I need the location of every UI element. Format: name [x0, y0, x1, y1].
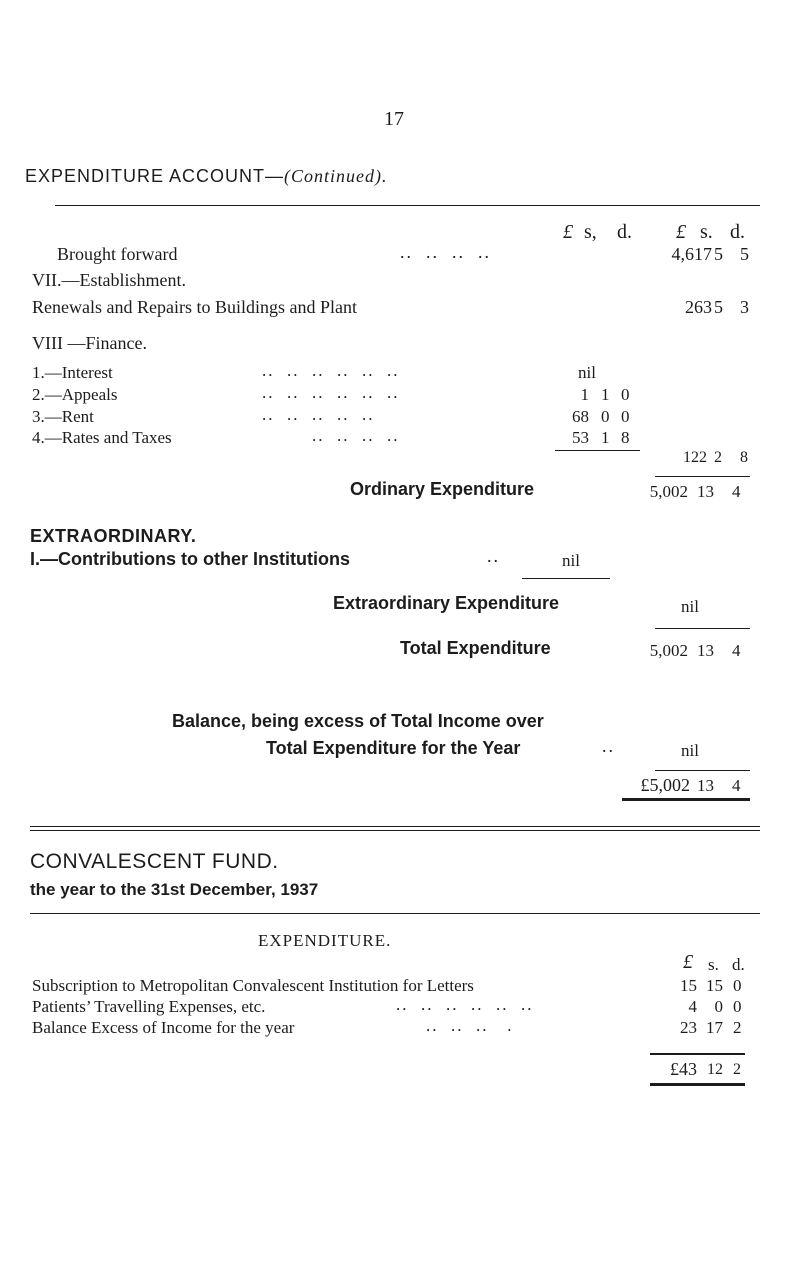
finance-total-pence: 8 — [740, 449, 748, 466]
leader-dots: .. .. .. .. — [312, 426, 400, 445]
leader-dots: .. .. .. .. .. — [262, 405, 375, 424]
convalescent-item-pounds: 4 — [688, 997, 697, 1016]
leader-dots: .. .. .. .. .. .. — [262, 383, 400, 402]
convalescent-item-pence: 0 — [733, 976, 742, 995]
convalescent-item-label: Subscription to Metropolitan Convalescent Institution for Letters — [32, 976, 474, 995]
col1-pounds-header: £ — [563, 221, 573, 243]
brought-forward-shillings: 5 — [714, 244, 723, 264]
ordinary-expenditure-shillings: 13 — [697, 482, 714, 501]
page-title-main: EXPENDITURE ACCOUNT— — [25, 166, 285, 186]
convalescent-item-pence: 2 — [733, 1018, 742, 1037]
total-rule — [655, 770, 750, 771]
section-vii-shillings: 5 — [714, 297, 723, 317]
col2-pounds-header: £ — [676, 221, 686, 243]
finance-item-pence: 0 — [621, 407, 630, 426]
header-rule — [55, 205, 760, 206]
extraordinary-total-value: nil — [681, 597, 699, 616]
convalescent-double-rule — [650, 1083, 745, 1086]
finance-item-label: 1.—Interest — [32, 363, 113, 382]
leader-dots: .. .. .. .. — [400, 242, 491, 262]
ordinary-expenditure-pence: 4 — [732, 482, 741, 501]
section-divider — [30, 830, 760, 831]
total-expenditure-pence: 4 — [732, 641, 741, 660]
finance-item-pounds: 53 — [572, 428, 589, 447]
finance-item-pounds: 68 — [572, 407, 589, 426]
leader-dots: .. — [487, 546, 500, 566]
balance-value: nil — [681, 741, 699, 760]
section-vii-heading — [32, 270, 186, 291]
extraordinary-rule — [522, 578, 610, 579]
total-expenditure-label: Total Expenditure — [400, 638, 551, 658]
finance-item-pence: 8 — [621, 428, 630, 447]
extraordinary-item-value: nil — [562, 551, 580, 570]
subtotal-rule — [555, 450, 640, 451]
finance-item-pounds: nil — [578, 363, 596, 382]
total-rule — [655, 476, 750, 477]
section-vii-pence: 3 — [740, 297, 749, 317]
convalescent-item-pounds: 15 — [680, 976, 697, 995]
finance-item-pence: 0 — [621, 385, 630, 404]
conv-pence-header: d. — [732, 955, 745, 974]
leader-dots: .. — [602, 736, 615, 756]
convalescent-item-shillings: 15 — [706, 976, 723, 995]
leader-dots: .. .. .. .. .. .. — [262, 361, 400, 380]
col2-shillings-header: s. — [700, 221, 713, 243]
convalescent-item-pounds: 23 — [680, 1018, 697, 1037]
extraordinary-total-label: Extraordinary Expenditure — [333, 593, 560, 613]
finance-item-label: 2.—Appeals — [32, 385, 118, 404]
section-vii-heading-text: VII.—Establishment. — [32, 270, 186, 290]
finance-item-label: 4.—Rates and Taxes — [32, 428, 172, 447]
conv-pounds-header: £ — [683, 951, 693, 973]
ordinary-expenditure-pounds: 5,002 — [649, 482, 688, 501]
page-title-suffix: (Continued). — [284, 166, 388, 186]
finance-item-pounds: 1 — [580, 385, 589, 404]
extraordinary-item-label: I.—Contributions to other Institutions — [30, 549, 350, 569]
convalescent-expenditure-heading: EXPENDITURE. — [258, 931, 392, 950]
brought-forward-pounds: 4,617 — [671, 244, 712, 264]
col1-pence-header: d. — [617, 221, 632, 243]
extraordinary-heading: EXTRAORDINARY. — [30, 526, 197, 546]
finance-item-shillings: 1 — [601, 385, 610, 404]
convalescent-item-label: Patients’ Travelling Expenses, etc. — [32, 997, 266, 1016]
finance-total-pounds: 122 — [683, 449, 707, 466]
convalescent-total-pence: 2 — [733, 1061, 741, 1078]
balance-label-line2: Total Expenditure for the Year — [266, 738, 521, 758]
page-number: 17 — [384, 108, 404, 130]
brought-forward-label: Brought forward — [57, 244, 178, 264]
convalescent-title: CONVALESCENT FUND. — [30, 850, 279, 873]
convalescent-item-shillings: 17 — [706, 1018, 723, 1037]
section-viii-heading: VIII —Finance. — [32, 333, 147, 353]
section-vii-line-label: Renewals and Repairs to Buildings and Plant — [32, 297, 357, 317]
convalescent-total-rule — [650, 1053, 745, 1055]
grand-total-shillings: 13 — [697, 776, 714, 795]
convalescent-total-pounds: £43 — [670, 1059, 697, 1079]
finance-item-label: 3.—Rent — [32, 407, 94, 426]
convalescent-rule — [30, 913, 760, 914]
ordinary-expenditure-label: Ordinary Expenditure — [350, 479, 535, 499]
finance-item-shillings: 0 — [601, 407, 610, 426]
leader-dots: .. .. .. .. .. .. — [396, 995, 534, 1014]
finance-item-shillings: 1 — [601, 428, 610, 447]
finance-total-shillings: 2 — [714, 449, 722, 466]
conv-shillings-header: s. — [708, 955, 719, 974]
total-expenditure-pounds: 5,002 — [649, 641, 688, 660]
grand-total-pounds: £5,002 — [640, 775, 690, 795]
page-title — [25, 166, 388, 187]
grand-total-pence: 4 — [732, 776, 741, 795]
leader-dots: .. .. .. . — [426, 1016, 514, 1035]
convalescent-item-shillings: 0 — [714, 997, 723, 1016]
total-expenditure-shillings: 13 — [697, 641, 714, 660]
brought-forward-pence: 5 — [740, 244, 749, 264]
section-vii-pounds: 263 — [685, 297, 712, 317]
double-rule — [622, 798, 750, 801]
section-divider — [30, 826, 760, 827]
col1-shillings-header: s, — [584, 221, 597, 243]
col2-pence-header: d. — [730, 221, 745, 243]
convalescent-subtitle: the year to the 31st December, 1937 — [30, 880, 319, 899]
convalescent-item-pence: 0 — [733, 997, 742, 1016]
balance-label-line1: Balance, being excess of Total Income over — [172, 711, 544, 731]
total-rule — [655, 628, 750, 629]
convalescent-total-shillings: 12 — [707, 1061, 723, 1078]
convalescent-item-label: Balance Excess of Income for the year — [32, 1018, 295, 1037]
